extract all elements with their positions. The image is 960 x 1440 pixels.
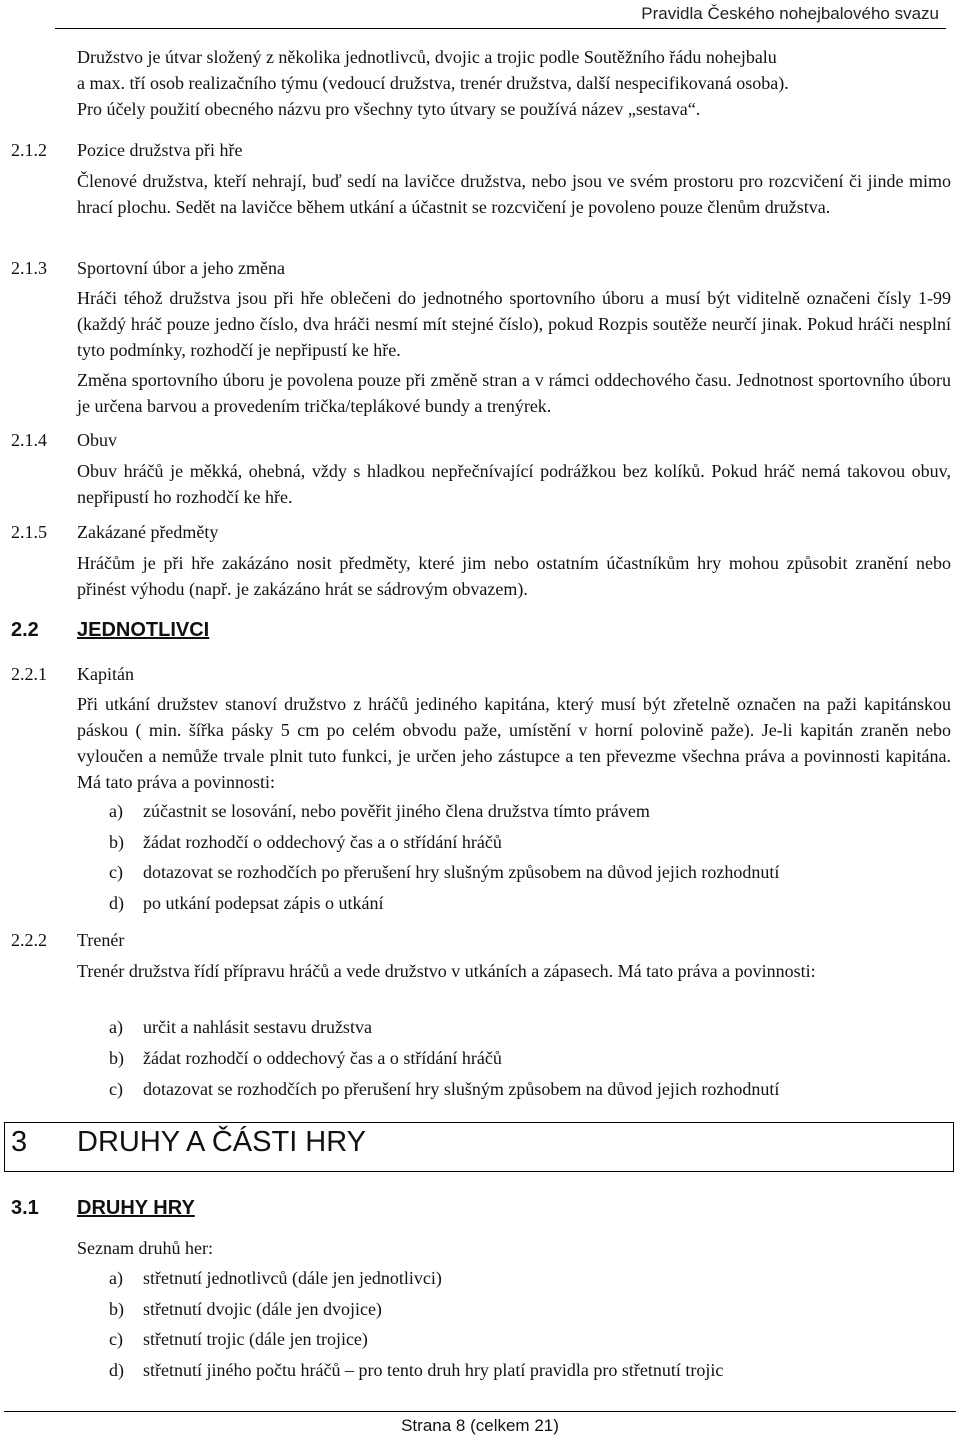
intro-line: Družstvo je útvar složený z několika jednotlivců, dvojic a trojic podle Soutěžního řádu nohejbalu — [77, 47, 777, 67]
heading-number: 3.1 — [11, 1197, 39, 1219]
section-paragraph: Trenér družstva řídí přípravu hráčů a vede družstvo v utkáních a zápasech. Má tato práva a povinnosti: — [77, 961, 816, 981]
section-number: 2.1.4 — [11, 430, 47, 450]
list-item: po utkání podepsat zápis o utkání — [143, 893, 384, 913]
section-title: Pozice družstva při hře — [77, 140, 243, 160]
section-paragraph: Při utkání družstev stanoví družstvo z hráčů jediného kapitána, který musí být zřetelně označen na paži kapitánskou páskou ( min. šířka pásky 5 cm po celém obvodu paže, umístění v horní polovině paže). Je-li kapitán zraněn nebo vyloučen a nemůže trvale plnit tuto funkci, je určen jeho zástupce a ten převezme všechna práva a povinnosti kapitána. Má tato práva a povinnosti: — [77, 694, 951, 792]
chapter-title: DRUHY A ČÁSTI HRY — [77, 1126, 367, 1158]
list-item-label: b) — [109, 832, 124, 852]
list-item: žádat rozhodčí o oddechový čas a o střídání hráčů — [143, 832, 502, 852]
section-title: Kapitán — [77, 664, 134, 684]
section-number: 2.1.3 — [11, 258, 47, 278]
heading-number: 2.2 — [11, 619, 39, 641]
section-title: Trenér — [77, 930, 125, 950]
list-item-label: c) — [109, 1329, 123, 1349]
intro-paragraph — [77, 44, 951, 122]
section-paragraph: Členové družstva, kteří nehrají, buď sedí na lavičce družstva, nebo jsou ve svém prostoru pro rozcvičení či jinde mimo hrací plochu. Sedět na lavičce během utkání a účastnit se rozcvičení je povoleno pouze členům družstva. — [77, 171, 951, 217]
list-item-label: d) — [109, 1360, 124, 1380]
list-item-label: c) — [109, 862, 123, 882]
list-item: střetnutí dvojic (dále jen dvojice) — [143, 1299, 382, 1319]
list-item: určit a nahlásit sestavu družstva — [143, 1017, 372, 1037]
heading-title: JEDNOTLIVCI — [77, 619, 210, 641]
section-number: 2.1.2 — [11, 140, 47, 160]
list-item-label: d) — [109, 893, 124, 913]
list-item: střetnutí jiného počtu hráčů – pro tento druh hry platí pravidla pro střetnutí trojic — [143, 1360, 724, 1380]
section-number: 2.2.1 — [11, 664, 47, 684]
list-item: střetnutí trojic (dále jen trojice) — [143, 1329, 368, 1349]
section-number: 2.2.2 — [11, 930, 47, 950]
list-item: střetnutí jednotlivců (dále jen jednotlivci) — [143, 1268, 442, 1288]
list-item-label: a) — [109, 1017, 123, 1037]
section-paragraph: Hráčům je při hře zakázáno nosit předměty, které jim nebo ostatním účastníkům hry mohou způsobit zranění nebo přinést výhodu (např. je zakázáno hrát se sádrovým obvazem). — [77, 553, 951, 599]
running-header: Pravidla Českého nohejbalového svazu — [641, 4, 939, 23]
header-rule — [55, 28, 946, 29]
section-title: Obuv — [77, 430, 117, 450]
list-item-label: b) — [109, 1048, 124, 1068]
list-item-label: b) — [109, 1299, 124, 1319]
intro-line: Pro účely použití obecného názvu pro všechny tyto útvary se používá název „sestava“. — [77, 99, 701, 119]
list-item-label: c) — [109, 1079, 123, 1099]
list-item: dotazovat se rozhodčích po přerušení hry slušným způsobem na důvod jejich rozhodnutí — [143, 862, 780, 882]
section-paragraph: Hráči téhož družstva jsou při hře oblečeni do jednotného sportovního úboru a musí být viditelně označeni čísly 1-99 (každý hráč pouze jedno číslo, dva hráči nesmí mít stejné číslo), pokud Rozpis soutěže neurčí jinak. Pokud hráči nesplní tyto podmínky, rozhodčí je nepřipustí ke hře. — [77, 288, 951, 360]
intro-line: a max. tří osob realizačního týmu (vedoucí družstva, trenér družstva, další nespecifikovaná osoba). — [77, 73, 789, 93]
list-item: zúčastnit se losování, nebo pověřit jiného člena družstva tímto právem — [143, 801, 650, 821]
list-item: dotazovat se rozhodčích po přerušení hry slušným způsobem na důvod jejich rozhodnutí — [143, 1079, 780, 1099]
heading-title: DRUHY HRY — [77, 1197, 195, 1219]
list-intro: Seznam druhů her: — [77, 1238, 213, 1258]
list-item-label: a) — [109, 1268, 123, 1288]
section-title: Zakázané předměty — [77, 522, 219, 542]
section-title: Sportovní úbor a jeho změna — [77, 258, 285, 278]
footer-rule — [4, 1411, 956, 1412]
section-paragraph: Změna sportovního úboru je povolena pouze při změně stran a v rámci oddechového času. Jednotnost sportovního úboru je určena barvou a provedením trička/teplákové bundy a trenýrek. — [77, 370, 951, 416]
section-paragraph: Obuv hráčů je měkká, ohebná, vždy s hladkou nepřečnívající podrážkou bez kolíků. Pokud hráč nemá takovou obuv, nepřipustí ho rozhodčí ke hře. — [77, 461, 951, 507]
list-item-label: a) — [109, 801, 123, 821]
page-number: Strana 8 (celkem 21) — [401, 1416, 559, 1435]
section-number: 2.1.5 — [11, 522, 47, 542]
list-item: žádat rozhodčí o oddechový čas a o střídání hráčů — [143, 1048, 502, 1068]
chapter-number: 3 — [11, 1126, 28, 1158]
